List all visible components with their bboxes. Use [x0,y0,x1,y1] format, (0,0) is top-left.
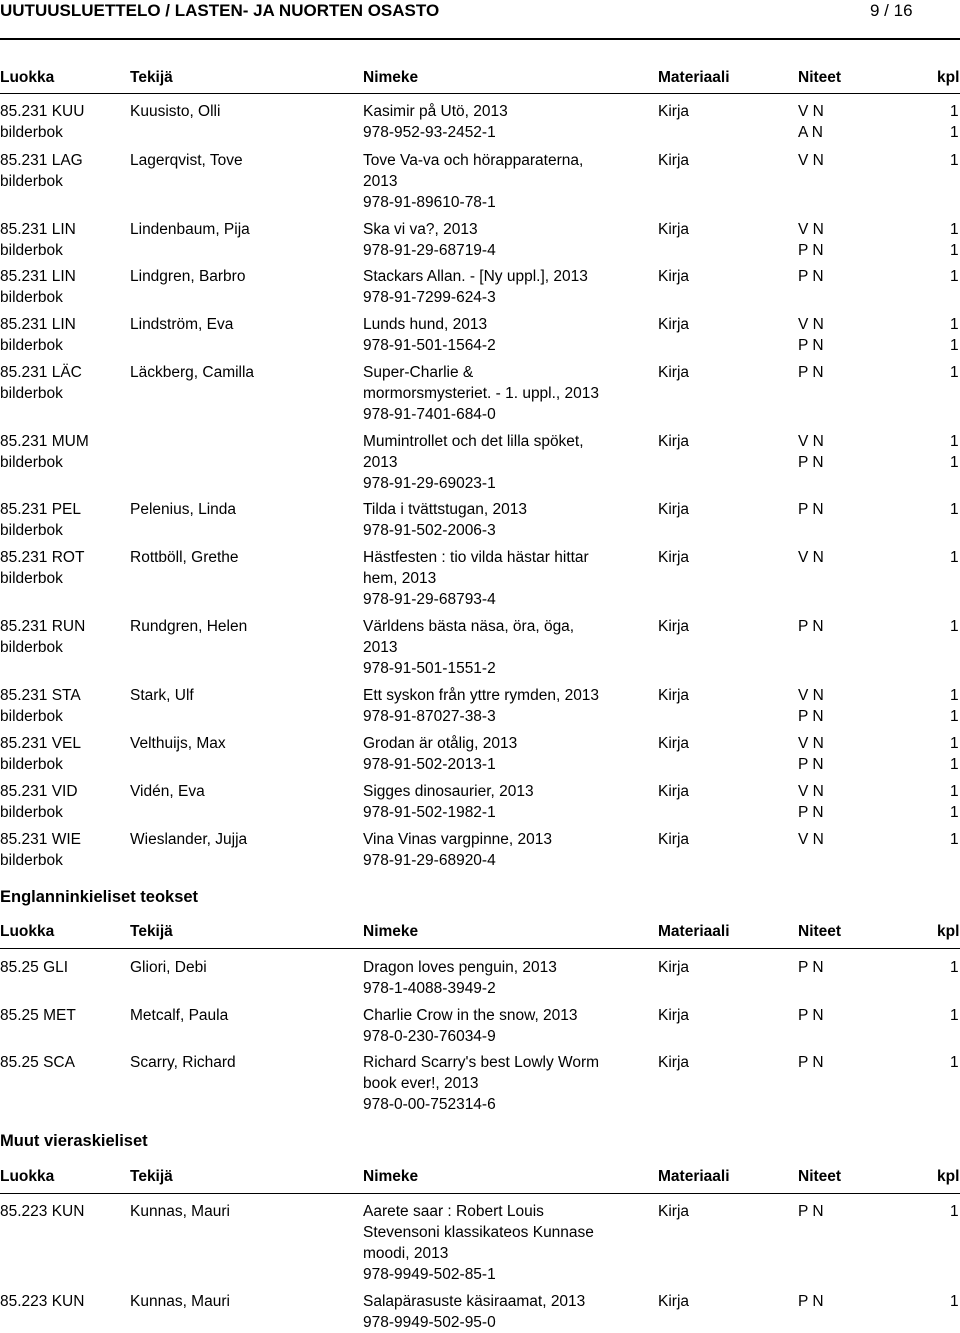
copy-qty: 1 [950,735,959,752]
title-line: 978-91-89610-78-1 [363,194,496,211]
title-line: Dragon loves penguin, 2013 [363,959,557,976]
author: Lindström, Eva [130,316,234,333]
copy-notes [798,547,824,568]
copy-note: P N [798,804,824,821]
column-header-count: kpl [937,1168,960,1185]
classification-line: bilderbok [0,570,63,587]
title-line: 978-1-4088-3949-2 [363,980,496,997]
material: Kirja [658,152,690,169]
copy-note: V N [798,433,824,450]
classification-line: bilderbok [0,756,63,773]
copy-note: A N [798,124,823,141]
copy-qty: 1 [950,1203,959,1220]
copy-counts [950,431,959,473]
copy-note: V N [798,783,824,800]
title-line: 978-0-00-752314-6 [363,1096,496,1113]
copy-note: V N [798,687,824,704]
title-line: Ett syskon från yttre rymden, 2013 [363,687,600,704]
column-header-count: kpl [937,923,960,940]
classification-line: 85.231 LIN [0,221,76,238]
title [363,1291,625,1333]
copy-counts [950,1291,959,1312]
classification-line: 85.231 LÄC [0,364,82,381]
copy-qty: 1 [950,831,959,848]
title-line: Tove Va-va och hörapparaterna, [363,152,584,169]
title-line: 978-91-502-1982-1 [363,804,496,821]
column-header-class: Luokka [0,923,55,940]
copy-note: P N [798,1054,824,1071]
title-line: Lunds hund, 2013 [363,316,488,333]
title [363,781,625,823]
classification-line: bilderbok [0,173,63,190]
copy-counts [950,616,959,637]
material: Kirja [658,103,690,120]
title-line: moodi, 2013 [363,1245,449,1262]
copy-note: P N [798,268,824,285]
copy-qty: 1 [950,124,959,141]
author: Vidén, Eva [130,783,205,800]
title-line: 978-91-502-2013-1 [363,756,496,773]
copy-counts [950,499,959,520]
title-line: Sigges dinosaurier, 2013 [363,783,534,800]
classification [0,101,84,143]
classification [0,1201,84,1222]
section-title: Englanninkieliset teokset [0,888,199,906]
title-line: Grodan är otålig, 2013 [363,735,518,752]
classification [0,1291,84,1312]
copy-counts [950,219,959,261]
title [363,1052,625,1115]
classification-line: bilderbok [0,124,63,141]
title [363,616,625,679]
classification-line: bilderbok [0,852,63,869]
copy-note: P N [798,618,824,635]
classification [0,1052,75,1073]
title-line: 2013 [363,454,398,471]
title-line: Tilda i tvättstugan, 2013 [363,501,527,518]
copy-notes [798,1291,824,1312]
classification-line: 85.231 LAG [0,152,83,169]
material: Kirja [658,783,690,800]
material: Kirja [658,735,690,752]
classification-line: bilderbok [0,522,63,539]
classification [0,499,81,541]
author: Metcalf, Paula [130,1007,229,1024]
classification-line: bilderbok [0,804,63,821]
classification [0,547,84,589]
copy-qty: 1 [950,959,959,976]
author: Läckberg, Camilla [130,364,255,381]
classification-line: 85.231 PEL [0,501,82,518]
copy-note: P N [798,756,824,773]
classification-line: 85.231 MUM [0,433,89,450]
title-line: Ska vi va?, 2013 [363,221,478,238]
classification-line: bilderbok [0,337,63,354]
title [363,1201,625,1285]
copy-notes [798,1052,824,1073]
copy-notes [798,266,824,287]
title-line: Världens bästa näsa, öra, öga, [363,618,575,635]
title-line: book ever!, 2013 [363,1075,479,1092]
column-header-count: kpl [937,69,960,86]
column-header-notes: Niteet [798,923,842,940]
title-line: 978-91-501-1564-2 [363,337,496,354]
copy-note: V N [798,549,824,566]
copy-counts [950,314,959,356]
classification-line: 85.231 STA [0,687,81,704]
copy-qty: 1 [950,242,959,259]
title-line: 978-91-29-69023-1 [363,475,496,492]
copy-notes [798,829,824,850]
copy-notes [798,314,824,356]
copy-qty: 1 [950,268,959,285]
classification-line: 85.231 WIE [0,831,81,848]
copy-qty: 1 [950,1054,959,1071]
column-header-title: Nimeke [363,1168,419,1185]
column-header-class: Luokka [0,69,55,86]
classification-line: 85.231 ROT [0,549,85,566]
title-line: 978-91-7299-624-3 [363,289,496,306]
copy-qty: 1 [950,1293,959,1310]
copy-counts [950,957,959,978]
section-title: Muut vieraskieliset [0,1132,148,1150]
copy-note: V N [798,152,824,169]
copy-qty: 1 [950,804,959,821]
title [363,1005,625,1047]
title-line: 978-91-29-68920-4 [363,852,496,869]
author: Scarry, Richard [130,1054,236,1071]
page-title: UUTUUSLUETTELO / LASTEN- JA NUORTEN OSASTO [0,1,440,20]
copy-counts [950,1005,959,1026]
classification-line: bilderbok [0,242,63,259]
copy-note: V N [798,103,824,120]
copy-notes [798,101,824,143]
title-line: Hästfesten : tio vilda hästar hittar [363,549,589,566]
classification-line: 85.231 VID [0,783,78,800]
copy-qty: 1 [950,501,959,518]
copy-counts [950,1052,959,1073]
material: Kirja [658,433,690,450]
material: Kirja [658,316,690,333]
copy-note: P N [798,242,824,259]
author: Wieslander, Jujja [130,831,248,848]
classification-line: 85.25 SCA [0,1054,75,1071]
title-line: 978-9949-502-95-0 [363,1314,496,1331]
material: Kirja [658,831,690,848]
author: Stark, Ulf [130,687,194,704]
title [363,829,625,871]
classification-line: 85.231 LIN [0,316,76,333]
copy-note: P N [798,454,824,471]
copy-qty: 1 [950,364,959,381]
copy-qty: 1 [950,316,959,333]
author: Kunnas, Mauri [130,1203,230,1220]
copy-notes [798,431,824,473]
copy-counts [950,733,959,775]
column-header-class: Luokka [0,1168,55,1185]
author: Kuusisto, Olli [130,103,221,120]
material: Kirja [658,687,690,704]
title-line: Mumintrollet och det lilla spöket, [363,433,584,450]
title [363,150,625,213]
title [363,685,625,727]
classification-line: 85.231 KUU [0,103,85,120]
classification [0,431,89,473]
classification-line: 85.25 GLI [0,959,69,976]
material: Kirja [658,1293,690,1310]
copy-notes [798,685,824,727]
title-line: mormorsmysteriet. - 1. uppl., 2013 [363,385,600,402]
title-line: 978-91-502-2006-3 [363,522,496,539]
author: Lindgren, Barbro [130,268,246,285]
column-header-divider [0,948,960,949]
classification-line: bilderbok [0,639,63,656]
title-line: Vina Vinas vargpinne, 2013 [363,831,553,848]
material: Kirja [658,1203,690,1220]
copy-qty: 1 [950,783,959,800]
title-line: 978-0-230-76034-9 [363,1028,496,1045]
title-line: 978-952-93-2452-1 [363,124,496,141]
copy-note: V N [798,221,824,238]
title-line: Salapärasuste käsiraamat, 2013 [363,1293,586,1310]
column-header-divider [0,1193,960,1194]
classification [0,266,76,308]
column-header-author: Tekijä [130,1168,173,1185]
classification [0,1005,76,1026]
title [363,266,625,308]
copy-counts [950,1201,959,1222]
classification [0,829,81,871]
classification [0,616,85,658]
title-line: Stevensoni klassikateos Kunnase [363,1224,594,1241]
title-line: Stackars Allan. - [Ny uppl.], 2013 [363,268,588,285]
title-line: 2013 [363,639,398,656]
title-line: Richard Scarry's best Lowly Worm [363,1054,600,1071]
copy-note: V N [798,735,824,752]
copy-qty: 1 [950,618,959,635]
title-line: Aarete saar : Robert Louis [363,1203,544,1220]
copy-note: P N [798,1293,824,1310]
title-line: hem, 2013 [363,570,437,587]
title-line: Kasimir på Utö, 2013 [363,103,508,120]
copy-notes [798,616,824,637]
classification-line: bilderbok [0,454,63,471]
copy-notes [798,362,824,383]
copy-counts [950,150,959,171]
copy-counts [950,685,959,727]
classification [0,314,76,356]
copy-qty: 1 [950,549,959,566]
copy-note: P N [798,1007,824,1024]
copy-note: P N [798,1203,824,1220]
classification-line: bilderbok [0,708,63,725]
author: Velthuijs, Max [130,735,226,752]
title-line: 978-91-7401-684-0 [363,406,496,423]
copy-notes [798,219,824,261]
title [363,219,625,261]
copy-notes [798,781,824,823]
author: Gliori, Debi [130,959,207,976]
header-divider [0,38,960,40]
title [363,547,625,610]
classification-line: 85.231 LIN [0,268,76,285]
copy-qty: 1 [950,454,959,471]
title [363,314,625,356]
copy-counts [950,781,959,823]
copy-notes [798,1005,824,1026]
classification [0,781,78,823]
title-line: Super-Charlie & [363,364,474,381]
title-line: 978-91-501-1551-2 [363,660,496,677]
material: Kirja [658,1054,690,1071]
column-header-title: Nimeke [363,69,419,86]
copy-note: V N [798,831,824,848]
copy-note: P N [798,364,824,381]
copy-note: P N [798,708,824,725]
copy-counts [950,362,959,383]
author: Kunnas, Mauri [130,1293,230,1310]
copy-qty: 1 [950,337,959,354]
author: Lagerqvist, Tove [130,152,243,169]
classification [0,957,68,978]
author: Pelenius, Linda [130,501,236,518]
copy-qty: 1 [950,1007,959,1024]
classification [0,362,82,404]
copy-note: V N [798,316,824,333]
copy-notes [798,499,824,520]
copy-notes [798,1201,824,1222]
column-header-title: Nimeke [363,923,419,940]
author: Rundgren, Helen [130,618,248,635]
classification-line: bilderbok [0,289,63,306]
page-number: 9 / 16 [870,1,913,20]
column-header-material: Materiaali [658,69,730,86]
copy-note: P N [798,959,824,976]
column-header-notes: Niteet [798,69,842,86]
copy-qty: 1 [950,756,959,773]
title [363,362,625,425]
material: Kirja [658,364,690,381]
copy-note: P N [798,501,824,518]
column-header-material: Materiaali [658,923,730,940]
title [363,101,625,143]
copy-qty: 1 [950,103,959,120]
classification [0,685,81,727]
copy-qty: 1 [950,687,959,704]
material: Kirja [658,221,690,238]
material: Kirja [658,549,690,566]
title-line: 978-91-29-68793-4 [363,591,496,608]
column-header-notes: Niteet [798,1168,842,1185]
classification-line: 85.223 KUN [0,1203,85,1220]
column-header-divider [0,93,960,94]
material: Kirja [658,618,690,635]
copy-note: P N [798,337,824,354]
column-header-material: Materiaali [658,1168,730,1185]
copy-notes [798,733,824,775]
copy-qty: 1 [950,221,959,238]
copy-counts [950,266,959,287]
title [363,431,625,494]
classification-line: 85.231 RUN [0,618,86,635]
classification-line: 85.231 VEL [0,735,82,752]
copy-qty: 1 [950,708,959,725]
copy-counts [950,101,959,143]
title [363,733,625,775]
title [363,957,625,999]
title-line: Charlie Crow in the snow, 2013 [363,1007,578,1024]
material: Kirja [658,1007,690,1024]
copy-qty: 1 [950,152,959,169]
classification [0,733,81,775]
classification [0,219,76,261]
material: Kirja [658,959,690,976]
material: Kirja [658,501,690,518]
title-line: 978-91-29-68719-4 [363,242,496,259]
copy-counts [950,547,959,568]
copy-counts [950,829,959,850]
copy-qty: 1 [950,433,959,450]
column-header-author: Tekijä [130,69,173,86]
title [363,499,625,541]
title-line: 978-91-87027-38-3 [363,708,496,725]
classification [0,150,83,192]
author: Rottböll, Grethe [130,549,239,566]
classification-line: 85.223 KUN [0,1293,85,1310]
copy-notes [798,150,824,171]
copy-notes [798,957,824,978]
title-line: 2013 [363,173,398,190]
title-line: 978-9949-502-85-1 [363,1266,496,1283]
material: Kirja [658,268,690,285]
author: Lindenbaum, Pija [130,221,250,238]
classification-line: 85.25 MET [0,1007,76,1024]
column-header-author: Tekijä [130,923,173,940]
classification-line: bilderbok [0,385,63,402]
